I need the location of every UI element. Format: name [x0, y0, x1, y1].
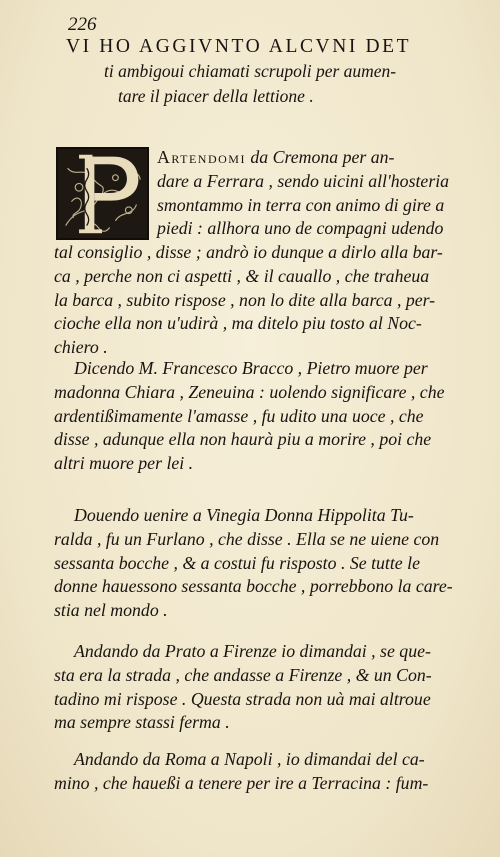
paragraph-3 [54, 504, 479, 623]
subheading-line: ti ambigoui chiamati scrupoli per aumen- [104, 61, 397, 81]
text-line: tadino mi rispose . Questa strada non uà mai altroue [54, 688, 431, 709]
text-line: mino , che haueßi a tenere per ire a Terracina : fum- [54, 772, 429, 793]
text-line: tal consiglio , disse ; andrò io dunque a dirlo alla bar- [54, 242, 443, 262]
text-line: sessanta bocche , & a costui fu risposto . Se tutte le [54, 552, 420, 573]
text-line: cioche ella non u'udirà , ma ditelo piu tosto al Noc- [54, 313, 422, 334]
text-line: dare a Ferrara , sendo uicini all'hosteria [157, 170, 450, 191]
text-line: altri muore per lei . [54, 453, 194, 474]
paragraph-opening-lines [157, 146, 477, 241]
text-line [157, 146, 477, 170]
opening-line-rest: da Cremona per an- [245, 147, 395, 167]
page-heading: VI HO AGGIVNTO ALCVNI DET [66, 36, 412, 57]
text-line: la barca , subito rispose , non lo dite alla barca , per- [54, 289, 436, 310]
text-line: Douendo uenire a Vinegia Donna Hippolita Tu- [74, 505, 414, 525]
text-line: madonna Chiara , Zeneuina : uolendo significare , che [54, 381, 445, 402]
paragraph-2 [54, 357, 479, 476]
text-line: Dicendo M. Francesco Bracco , Pietro muore per [74, 358, 428, 378]
text-line: Andando da Roma a Napoli , io dimandai del ca- [74, 749, 425, 769]
opening-word: Artendomi [157, 147, 246, 167]
text-line: stia nel mondo . [54, 600, 168, 621]
text-line: Andando da Prato a Firenze io dimandai , se que- [74, 641, 431, 661]
decorated-initial-ornament-icon [58, 149, 147, 238]
text-line: piedi : allhora uno de compagni udendo [157, 218, 444, 239]
text-line: disse , adunque ella non haurà piu a morire , poi che [54, 429, 432, 450]
page-number: 226 [68, 14, 97, 35]
text-line: ma sempre stassi ferma . [54, 712, 230, 733]
paragraph-1-body [54, 241, 479, 360]
paragraph-4 [54, 640, 479, 735]
paragraph-5 [54, 748, 479, 796]
text-line: chiero . [54, 337, 108, 358]
decorated-initial-p [56, 147, 149, 240]
text-line: ardentißimamente l'amasse , fu udito una uoce , che [54, 405, 424, 426]
text-line: ralda , fu un Furlano , che disse . Ella se ne uiene con [54, 528, 440, 549]
bleed-through-shadow [200, 2, 320, 18]
subheading-line: tare il piacer della lettione . [118, 86, 314, 106]
text-line: donne hauessono sessanta bocche , porrebbono la care- [54, 576, 453, 597]
text-line: ca , perche non ci aspetti , & il cauallo , che traheua [54, 265, 430, 286]
page-subheading [104, 59, 474, 109]
text-line: smontammo in terra con animo di gire a [157, 194, 445, 215]
text-line: sta era la strada , che andasse a Firenze , & un Con- [54, 664, 432, 685]
